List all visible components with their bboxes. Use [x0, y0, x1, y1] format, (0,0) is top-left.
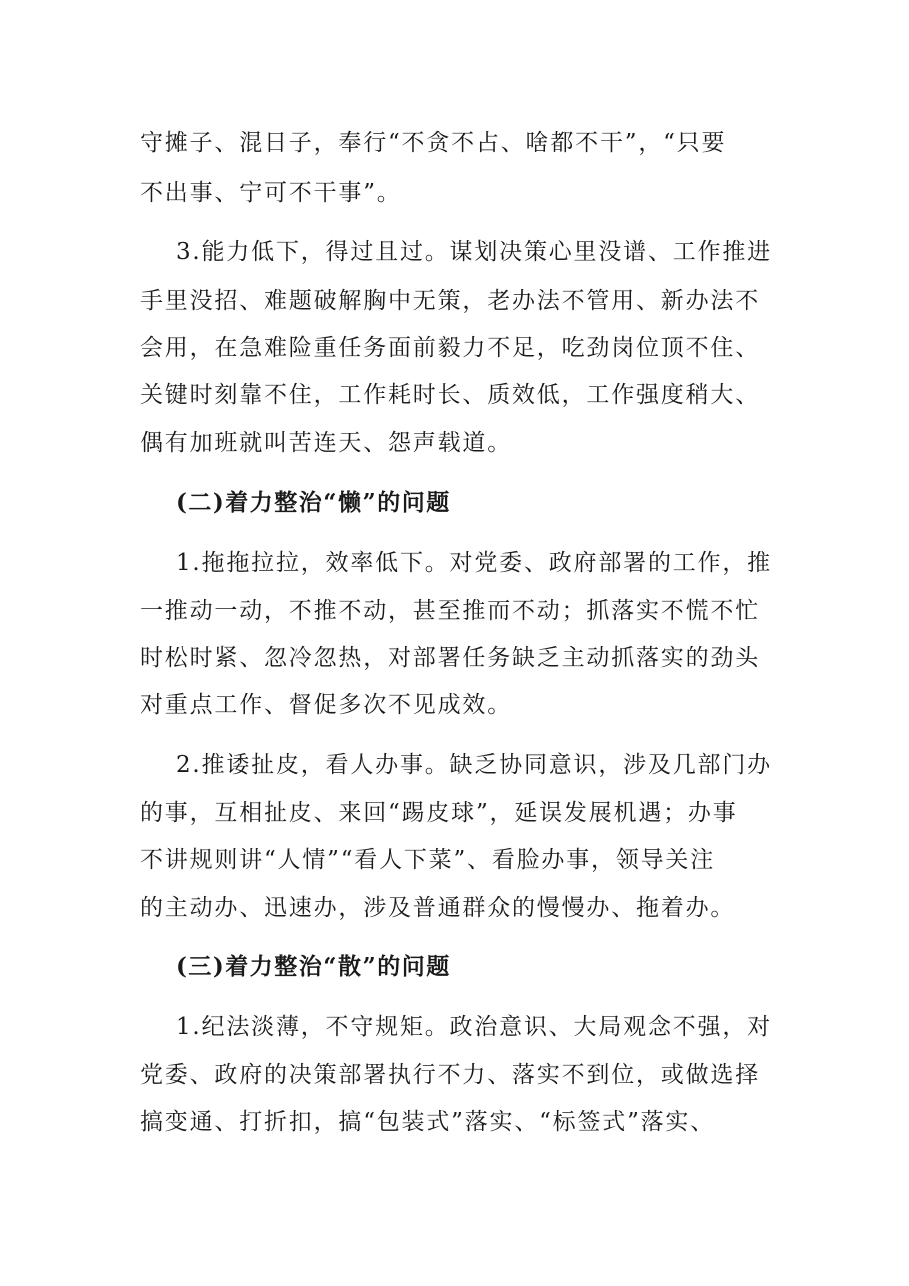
section-heading: (三)着力整治“散”的问题 — [176, 953, 451, 980]
paragraph-line: 偶有加班就叫苦连天、怨声载道。 — [140, 430, 512, 456]
paragraph-line: 不出事、宁可不干事”。 — [140, 180, 402, 206]
paragraph-line: 时松时紧、忽冷忽热，对部署任务缺乏主动抓落实的劲头 — [140, 645, 760, 671]
section-heading: (二)着力整治“懒”的问题 — [176, 489, 451, 516]
paragraph-line: 一推动一动，不推不动，甚至推而不动；抓落实不慌不忙 — [140, 598, 760, 624]
paragraph-line: 3.能力低下，得过且过。谋划决策心里没谱、工作推进 — [176, 239, 772, 265]
paragraph-line: 不讲规则讲“人情”“看人下菜”、看脸办事，领导关注 — [140, 847, 716, 873]
paragraph-line: 1.拖拖拉拉，效率低下。对党委、政府部署的工作，推 — [176, 550, 772, 576]
paragraph-line: 会用，在急难险重任务面前毅力不足，吃劲岗位顶不住、 — [140, 335, 760, 361]
paragraph-line: 对重点工作、督促多次不见成效。 — [140, 692, 512, 718]
paragraph-line: 1.纪法淡薄，不守规矩。政治意识、大局观念不强，对 — [176, 1014, 772, 1040]
paragraph-line: 党委、政府的决策部署执行不力、落实不到位，或做选择 — [140, 1062, 760, 1088]
paragraph-line: 的主动办、迅速办，涉及普通群众的慢慢办、拖着办。 — [140, 895, 736, 921]
paragraph-line: 手里没招、难题破解胸中无策，老办法不管用、新办法不 — [140, 288, 760, 314]
paragraph-line: 关键时刻靠不住，工作耗时长、质效低，工作强度稍大、 — [140, 382, 760, 408]
paragraph-line: 的事，互相扯皮、来回“踢皮球”，延误发展机遇；办事 — [140, 800, 738, 826]
paragraph-line: 守摊子、混日子，奉行“不贪不占、啥都不干”，“只要 — [140, 130, 727, 156]
paragraph-line: 2.推诿扯皮，看人办事。缺乏协同意识，涉及几部门办 — [176, 752, 772, 778]
paragraph-line: 搞变通、打折扣，搞“包装式”落实、“标签式”落实、 — [140, 1109, 716, 1135]
